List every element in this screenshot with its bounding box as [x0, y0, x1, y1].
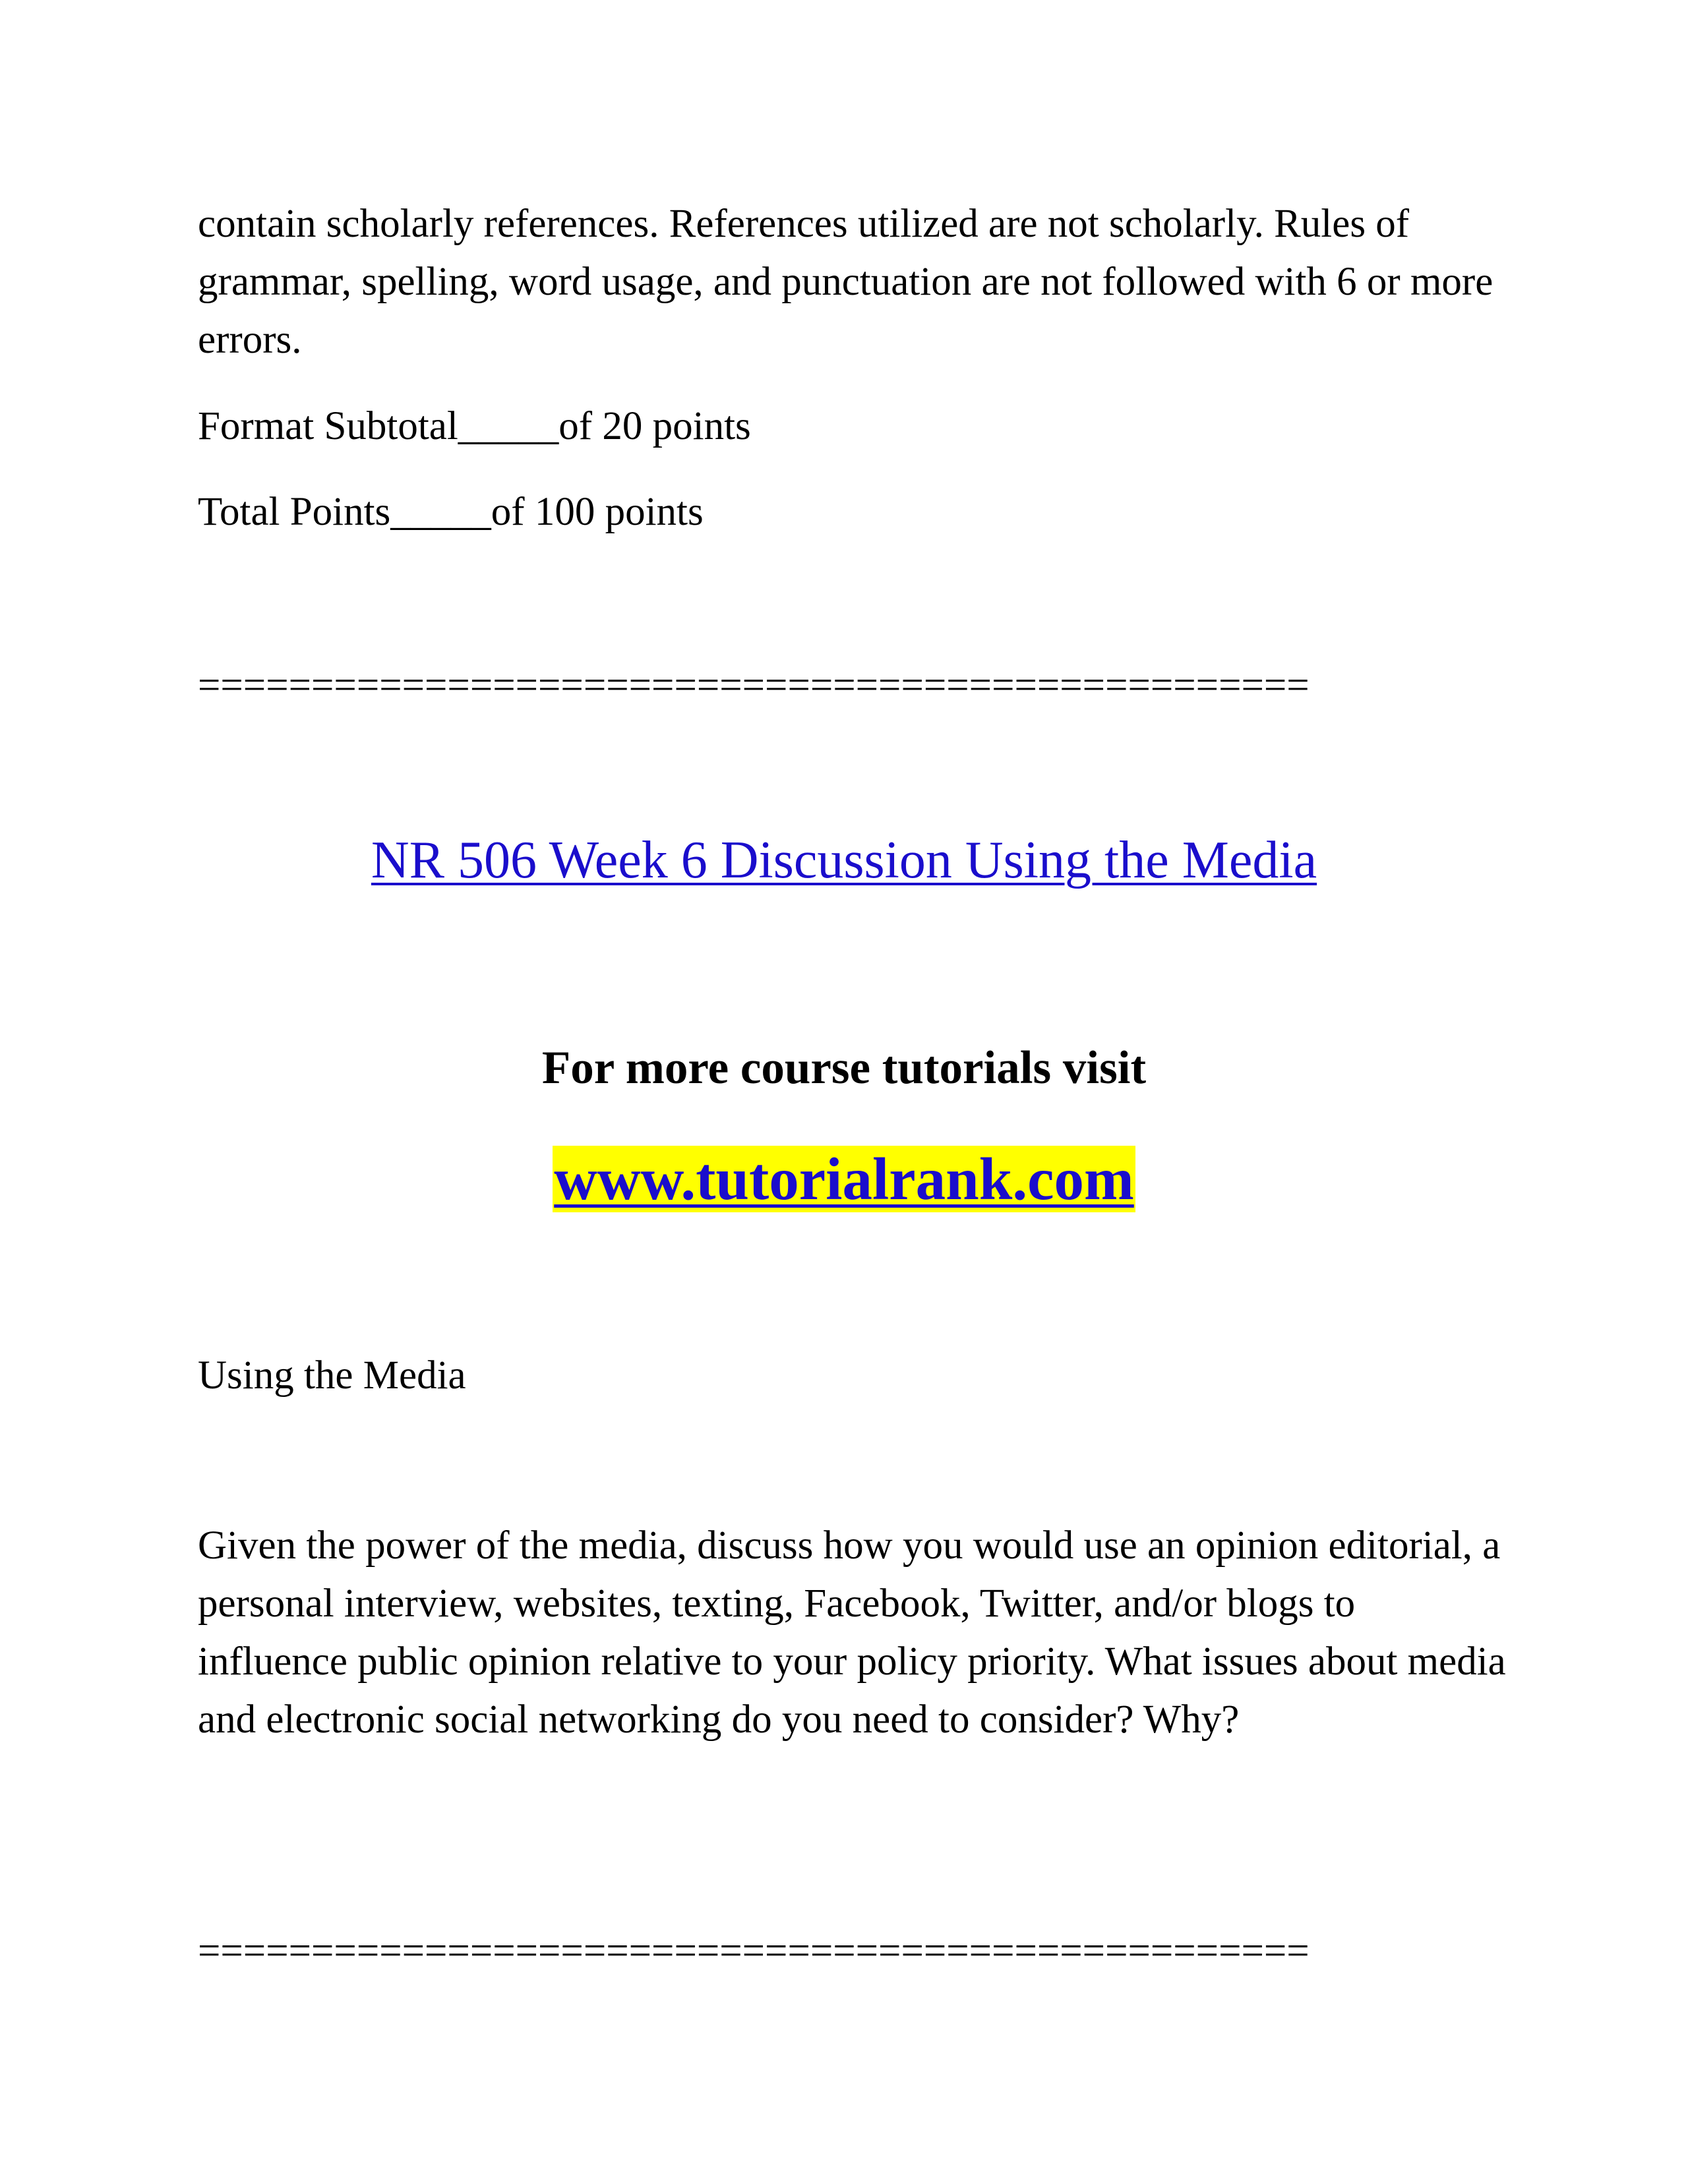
section-heading: Using the Media	[198, 1353, 466, 1398]
title-link[interactable]: NR 506 Week 6 Discussion Using the Media	[371, 831, 1317, 889]
document-title	[0, 827, 1688, 893]
rubric-paragraph: contain scholarly references. References utilized are not scholarly. Rules of grammar, spelling, word usage, and punctuation are not followed with 6 or more errors.	[198, 202, 1493, 362]
divider-line-bottom: =================================================	[198, 1929, 1310, 1973]
total-points-line: Total Points_____of 100 points	[198, 490, 704, 534]
promo-website-link[interactable]: www.tutorialrank.com	[554, 1146, 1134, 1212]
divider-line: =================================================	[198, 663, 1310, 707]
promo-text: For more course tutorials visit	[541, 1042, 1147, 1094]
promo-link-container	[0, 1142, 1688, 1216]
format-subtotal-line: Format Subtotal_____of 20 points	[198, 404, 751, 448]
discussion-question: Given the power of the media, discuss how you would use an opinion editorial, a personal interview, websites, texting, Facebook, Twitter, and/or blogs to influence public opinion relative to your policy priority. What issues about media and electronic social networking do you need to consider? Why?	[198, 1523, 1506, 1742]
